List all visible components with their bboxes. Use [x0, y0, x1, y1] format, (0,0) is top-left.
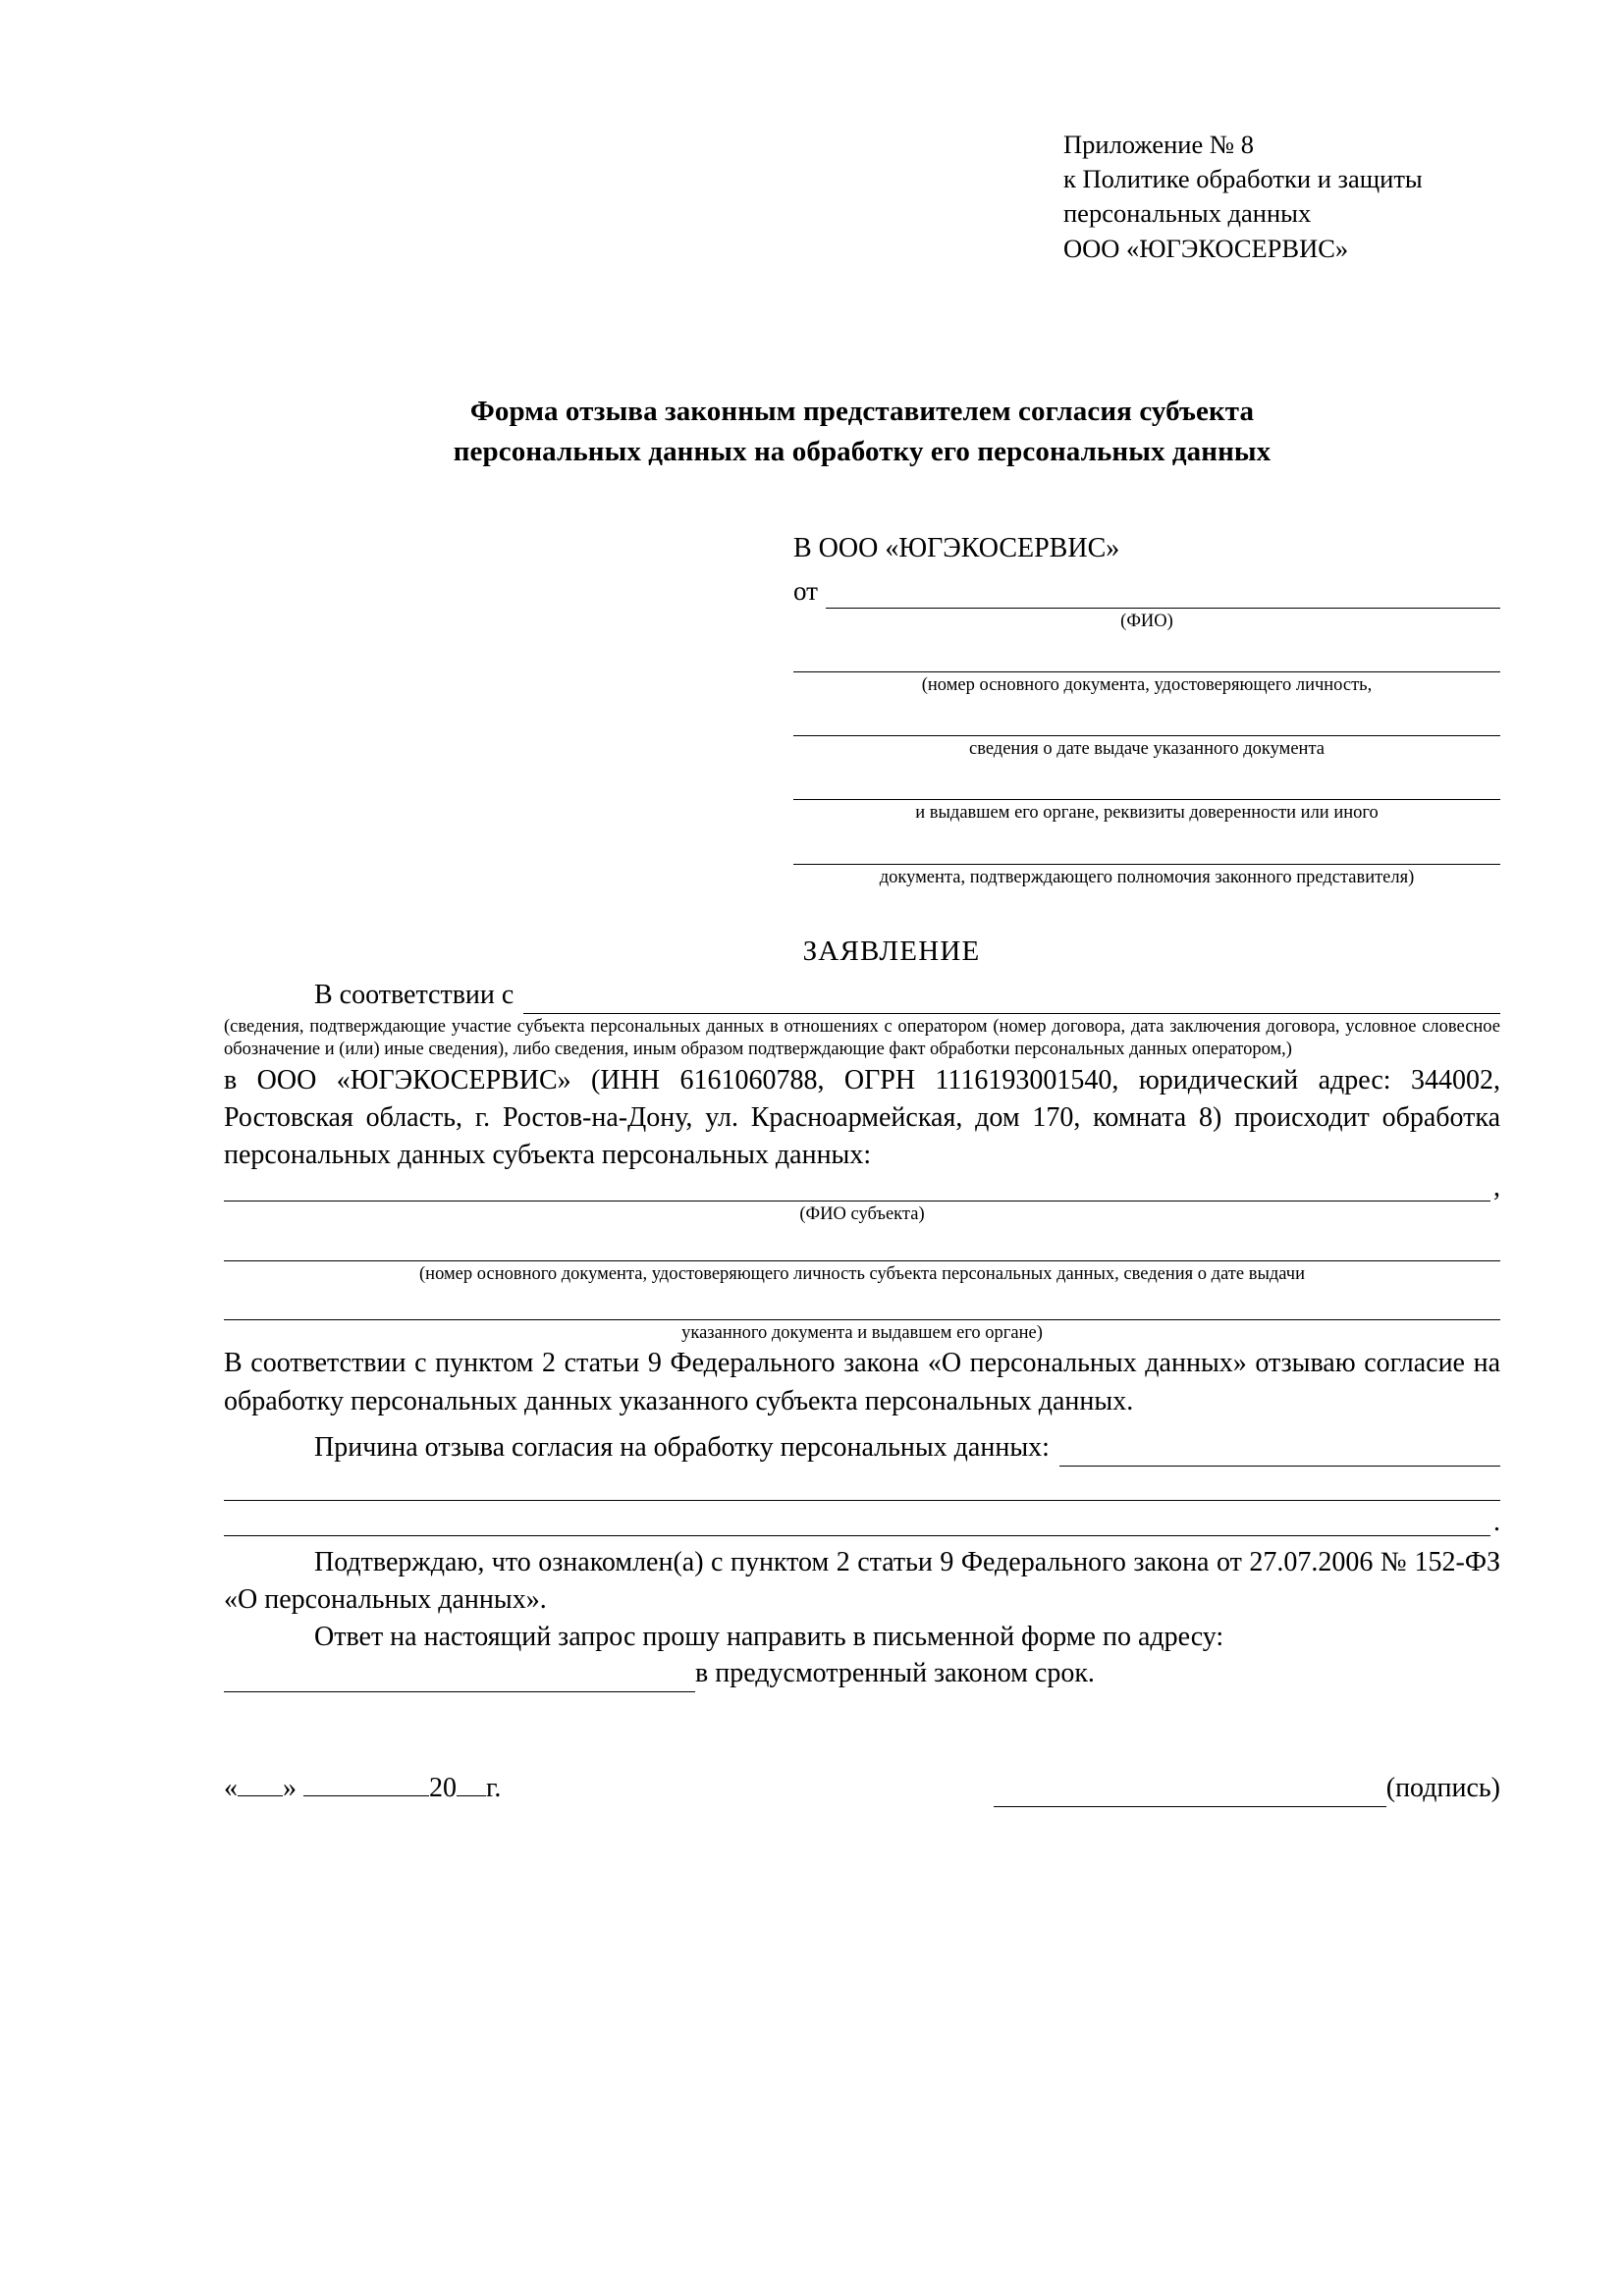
- reason-line-3-row: [224, 1506, 1500, 1537]
- from-row: [793, 574, 1500, 609]
- answer-address-input-line[interactable]: [224, 1666, 695, 1692]
- header-line-2: к Политике обработки и защиты: [1063, 164, 1423, 194]
- doc-input-line-4[interactable]: [793, 840, 1500, 865]
- reason-input-line-2[interactable]: [224, 1474, 1500, 1501]
- doc-caption-3: и выдавшем его органе, реквизиты доверенности или иного: [915, 803, 1379, 824]
- doc-caption-1: (номер основного документа, удостоверяющего личность,: [921, 674, 1373, 695]
- addressee-organization: В ООО «ЮГЭКОСЕРВИС»: [793, 533, 1120, 564]
- doc-input-line-3[interactable]: [793, 775, 1500, 800]
- subject-doc-input-line-1[interactable]: [224, 1235, 1500, 1261]
- period-mark: .: [1493, 1506, 1500, 1537]
- doc-caption-2: сведения о дате выдаче указанного документа: [969, 739, 1325, 760]
- doc-input-line-2[interactable]: [793, 712, 1500, 736]
- org-paragraph: в ООО «ЮГЭКОСЕРВИС» (ИНН 6161060788, ОГРН 1116193001540, юридический адрес: 344002, Ростовская область, г. Ростов-на-Дону, ул. Красноармейская, дом 170, комната 8) происходит обработка персональных данных субъекта персональных данных:: [224, 1065, 1500, 1171]
- page-title: [224, 392, 1500, 472]
- intro-input-line[interactable]: [523, 988, 1500, 1014]
- year-text: 20: [429, 1772, 457, 1803]
- addressee-block: [793, 531, 1500, 887]
- page-title-line-1: Форма отзыва законным представителем согласия субъекта: [469, 395, 1255, 427]
- statement-heading: ЗАЯВЛЕНИЕ: [802, 934, 981, 967]
- document-body: [224, 128, 1500, 1807]
- document-header: [1063, 128, 1500, 266]
- intro-label: В соответствии с: [314, 979, 514, 1010]
- from-label: от: [793, 575, 818, 606]
- subject-doc-input-line-2[interactable]: [224, 1294, 1500, 1320]
- doc-line-4-row: [793, 840, 1500, 865]
- intro-row: [224, 978, 1500, 1014]
- reason-input-line-3[interactable]: [224, 1510, 1490, 1536]
- answer-tail: в предусмотренный законом срок.: [695, 1657, 1095, 1688]
- fio-caption: (ФИО): [1120, 611, 1173, 631]
- reason-label: Причина отзыва согласия на обработку персональных данных:: [314, 1431, 1050, 1463]
- doc-line-2-row: [793, 712, 1500, 736]
- subject-fio-caption: (ФИО субъекта): [799, 1204, 925, 1225]
- month-blank[interactable]: [303, 1795, 429, 1796]
- subject-fio-row: [224, 1174, 1500, 1201]
- subject-doc-caption-2: указанного документа и выдавшем его органе): [681, 1323, 1043, 1344]
- signature-row: [224, 1771, 1500, 1807]
- comma-mark: ,: [1493, 1172, 1500, 1203]
- doc-caption-4: документа, подтверждающего полномочия законного представителя): [879, 867, 1415, 887]
- statement-body: [224, 978, 1500, 1807]
- year-blank[interactable]: [457, 1795, 486, 1796]
- intro-note: (сведения, подтверждающие участие субъекта персональных данных в отношениях с оператором (номер договора, дата заключения договора, условное словесное обозначение и (или) иные сведения), либо сведения, иным образом подтверждающие факт обработки персональных данных оператором,): [224, 1016, 1500, 1060]
- revoke-paragraph: В соответствии с пунктом 2 статьи 9 Федерального закона «О персональных данных» отзываю согласие на обработку персональных данных указанного субъекта персональных данных.: [224, 1348, 1500, 1416]
- fio-input-line[interactable]: [826, 583, 1500, 609]
- header-line-1: Приложение № 8: [1063, 130, 1255, 159]
- date-field[interactable]: [224, 1771, 501, 1807]
- signature-input-line[interactable]: [994, 1781, 1386, 1807]
- day-blank[interactable]: [238, 1795, 283, 1796]
- year-suffix: г.: [486, 1772, 502, 1803]
- signature-caption: (подпись): [1385, 1772, 1500, 1803]
- confirm-paragraph: Подтверждаю, что ознакомлен(а) с пунктом 2 статьи 9 Федерального закона от 27.07.2006 № 152-ФЗ «О персональных данных».: [224, 1546, 1500, 1615]
- header-line-3: персональных данных: [1063, 198, 1312, 229]
- reason-input-line-1[interactable]: [1059, 1440, 1500, 1467]
- answer-address-row: [224, 1656, 1500, 1692]
- doc-input-line-1[interactable]: [793, 648, 1500, 672]
- answer-paragraph: Ответ на настоящий запрос прошу направить в письменной форме по адресу:: [314, 1621, 1224, 1652]
- doc-line-1-row: [793, 648, 1500, 672]
- page-title-line-2: персональных данных на обработку его персональных данных: [453, 436, 1272, 468]
- date-open-quote: «: [224, 1772, 238, 1803]
- subject-doc-caption-1: (номер основного документа, удостоверяющего личность субъекта персональных данных, сведения о дате выдачи: [419, 1263, 1305, 1284]
- doc-line-3-row: [793, 775, 1500, 800]
- reason-row: [224, 1430, 1500, 1467]
- date-close-quote: »: [283, 1772, 297, 1803]
- subject-fio-input-line[interactable]: [224, 1175, 1490, 1201]
- header-line-4: ООО «ЮГЭКОСЕРВИС»: [1063, 233, 1349, 263]
